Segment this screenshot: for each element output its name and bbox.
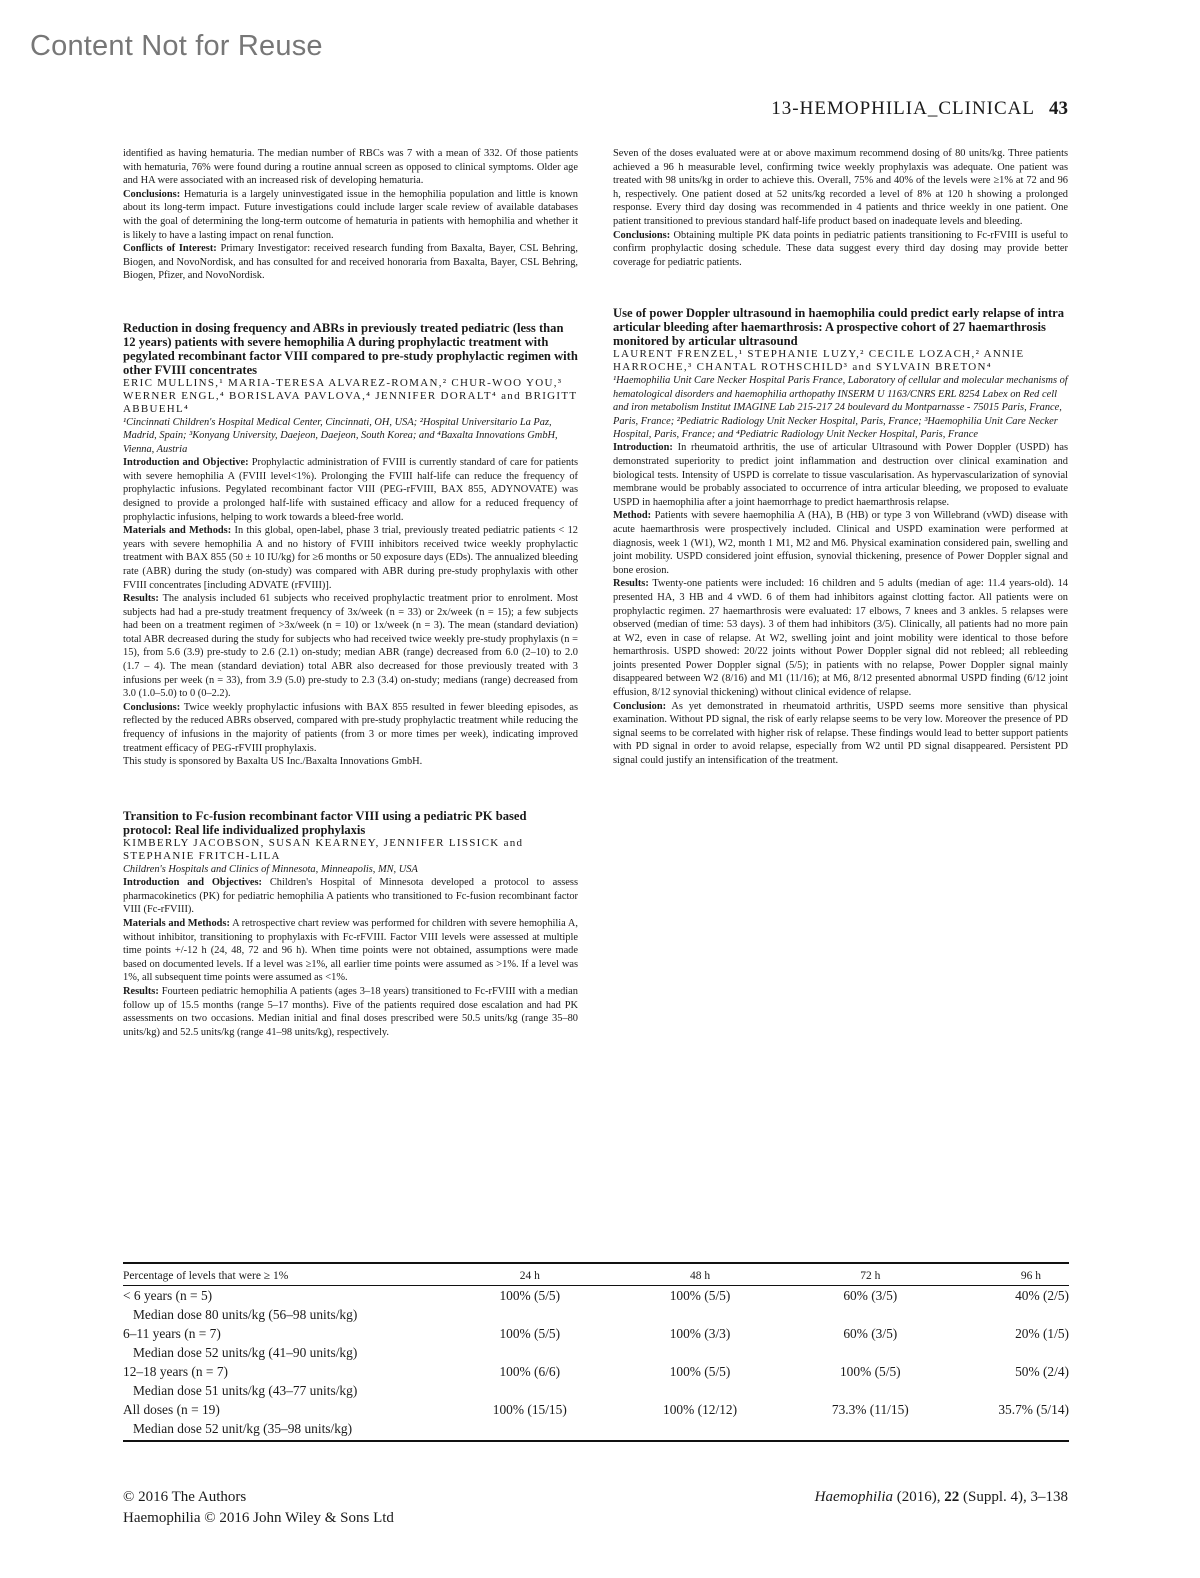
table-cell: 100% (12/12) <box>663 1402 738 1417</box>
table-cell-dose: Median dose 52 units/kg (41–90 units/kg) <box>133 1345 358 1360</box>
abstract-affiliations: Children's Hospitals and Clinics of Minnesota, Minneapolis, MN, USA <box>123 863 418 875</box>
abstract-title: Use of power Doppler ultrasound in haemophilia could predict early relapse of intra articular bleeding after haemarthrosis: A prospective cohort of 27 haemarthrosis monitored by articular ultrasound <box>613 306 1065 349</box>
section-text: Patients with severe haemophilia A (HA), B (HB) or type 3 von Willebrand (vWD) disease with acute haemarthrosis were prospectively included. Clinical and USPD examination were performed at diagnosis, week 1 (W1), W2, month 1 M1, M2 and M6. Physical examination considered pain, swelling and joint mobility. USPD considered joint effusion, synovial thickening, presence of Power Doppler signal and bone erosion. <box>613 510 1068 576</box>
conclusions-text: Obtaining multiple PK data points in pediatric patients transitioning to Fc-rFVIII is useful to confirm prophylactic dosing schedule. These data suggest every third day dosing may provide better coverage for pediatric patients. <box>613 229 1068 268</box>
table-cell: 100% (5/5) <box>499 1326 561 1341</box>
abstract-results <box>613 577 1068 699</box>
table-header-cell: 24 h <box>445 1263 615 1286</box>
table-header-cell: 96 h <box>955 1263 1069 1286</box>
table-cell-group: 12–18 years (n = 7) <box>123 1364 228 1379</box>
continuation-conclusions <box>123 188 578 242</box>
pk-levels-table <box>123 1262 1069 1442</box>
conclusions-text: Hematuria is a largely uninvestigated issue in the hemophilia population and little is known about its long-term impact. Future investigations could include larger scale review of available databases with the goal of determining the long-term outcome of hematuria in patients with hemophilia and whether it is likely to have a lasting impact on renal function. <box>123 188 578 241</box>
table-cell: 60% (3/5) <box>843 1288 898 1303</box>
conflicts-text: Primary Investigator: received research funding from Baxalta, Bayer, CSL Behring, Biogen, and NovoNordisk, and has consulted for and received honoraria from Baxalta, Bayer, CSL Behring, Biogen, Pfizer, and NovoNordisk. <box>123 243 578 282</box>
abstract-methods <box>123 917 578 985</box>
abstract-fc-rfviii <box>123 809 578 1040</box>
abstract-results <box>123 592 578 701</box>
section-text: Children's Hospital of Minnesota developed a protocol to assess pharmacokinetics (PK) for pediatric hemophilia A patients who transitioned to Fc-fusion recombinant factor VIII (Fc-rFVIII). <box>123 877 578 916</box>
left-column <box>123 147 578 1039</box>
abstract-conclusion <box>613 700 1068 768</box>
table-cell: 100% (5/5) <box>499 1288 561 1303</box>
table-header-cell: 48 h <box>615 1263 785 1286</box>
section-text: The analysis included 61 subjects who received prophylactic treatment prior to enrolment. Most subjects had had a pre-study treatment frequency of 3x/week (n = 33) or 2x/week (n = 15); a few subjects had been on a treatment regimen of >3x/week (n = 10) or 1x/week (n = 3). The mean (standard deviation) total ABR decreased during the study for subjects who had received twice weekly pre-study prophylaxis (n = 15), from 5.6 (3.9) pre-study to 2.6 (2.1) on-study; median ABR (range) decreased from 6.0 (2–10) to 2.0 (1.7 – 4). The mean (standard deviation) total ABR also decreased for those previously treated with 3 infusions per week (n = 33), from 3.9 (5.0) pre-study to 2.3 (3.4) on-study; medians (range) decreased from 3.0 (1.0–5.0) to 0 (0–2.2). <box>123 593 578 700</box>
section-label: Materials and Methods: <box>123 525 232 537</box>
section-text: Fourteen pediatric hemophilia A patients (ages 3–18 years) transitioned to Fc-rFVIII with a median follow up of 15.5 months (range 5–17 months). Five of the patients required dose escalation and had PK assessments on two occasions. Median initial and final doses prescribed were 50.5 units/kg (range 35–80 units/kg) and 52.5 units/kg (range 41–98 units/kg), respectively. <box>123 985 578 1038</box>
section-label: Results: <box>613 578 649 590</box>
copyright-line: © 2016 The Authors <box>123 1489 247 1505</box>
table-cell: 100% (5/5) <box>669 1364 731 1379</box>
section-text: In this global, open-label, phase 3 trial, previously treated pediatric patients < 12 years with severe hemophilia A and no history of FVIII inhibitors received twice weekly prophylactic treatment with BAX 855 (50 ± 10 IU/kg) for ≥6 months or 50 exposure days (EDs). The annualized bleeding rate (ABR) during the study (on-study) was compared with ABR during pre-study prophylaxis with other FVIII concentrates [including ADVATE (rFVIII)]. <box>123 525 578 591</box>
continuation-conclusions <box>613 229 1068 270</box>
abstract-sponsor: This study is sponsored by Baxalta US Inc./Baxalta Innovations GmbH. <box>123 756 423 768</box>
section-label: Introduction: <box>613 442 673 454</box>
journal-year: (2016), <box>896 1489 941 1505</box>
table-header-cell: Percentage of levels that were ≥ 1% <box>123 1263 445 1286</box>
running-head <box>771 98 1068 120</box>
section-label: Conclusions: <box>123 701 181 713</box>
journal-pages: (Suppl. 4), 3–138 <box>963 1489 1068 1505</box>
table-cell-group: < 6 years (n = 5) <box>123 1288 213 1303</box>
table-row <box>123 1362 1069 1381</box>
table-row <box>123 1324 1069 1343</box>
table-cell: 20% (1/5) <box>1015 1326 1069 1341</box>
abstract-conclusions <box>123 701 578 755</box>
abstract-methods <box>123 524 578 592</box>
watermark: Content Not for Reuse <box>30 30 323 62</box>
section-label: Conclusion: <box>613 700 667 712</box>
section-label: Introduction and Objective: <box>123 457 249 469</box>
table-header-cell: 72 h <box>785 1263 955 1286</box>
table-cell: 60% (3/5) <box>843 1326 898 1341</box>
table-cell-dose: Median dose 80 units/kg (56–98 units/kg) <box>133 1307 358 1322</box>
section-text: Prophylactic administration of FVIII is currently standard of care for patients with severe hemophilia A (FVIII level<1%). Prolonging the FVIII half-life can reduce the frequency of prophylactic infusions. Pegylated recombinant factor VIII (PEG-rFVIII, BAX 855, ADYNOVATE) was designed to provide a prolonged half-life with sustained efficacy and allow for a reduced frequency of prophylactic infusions, helping to work towards a bleed-free world. <box>123 457 578 523</box>
section-label: Results: <box>123 593 159 605</box>
table-row <box>123 1419 1069 1441</box>
table-cell: 100% (6/6) <box>499 1364 561 1379</box>
table-cell: 100% (3/3) <box>669 1326 731 1341</box>
abstract-intro <box>613 441 1068 509</box>
abstract-power-doppler <box>613 306 1068 767</box>
table-cell-dose: Median dose 51 units/kg (43–77 units/kg) <box>133 1383 358 1398</box>
table-row <box>123 1305 1069 1324</box>
abstract-affiliations: ¹Cincinnati Children's Hospital Medical Center, Cincinnati, OH, USA; ²Hospital Universitario La Paz, Madrid, Spain; ³Konyang University, Daejeon, Daejeon, South Korea; and ⁴Baxalta Innovations GmbH, Vienna, Austria <box>123 416 558 455</box>
table-row <box>123 1400 1069 1419</box>
table-cell-dose: Median dose 52 unit/kg (35–98 units/kg) <box>123 1419 1069 1441</box>
continuation-results: Seven of the doses evaluated were at or above maximum recommend dosing of 80 units/kg. Three patients achieved a 96 h measurable level, confirming twice weekly prophylaxis was adequate. One patient was treated with 98 units/kg in order to achieve this. Overall, 75% and 40% of the levels were ≥1% at 72 and 96 h, respectively. One patient dosed at 52 units/kg recorded a level of 8% at 120 h showing a prolonged response. Every third day dosing was recommended in 4 patients and thrice weekly in one patient. One patient transitioned to previous standard half-life product based on inadequate levels and bleeding. <box>613 148 1068 227</box>
abstract-authors: ERIC MULLINS,¹ MARIA-TERESA ALVAREZ-ROMAN,² CHUR-WOO YOU,³ WERNER ENGL,⁴ BORISLAVA PAVLOVA,⁴ JENNIFER DORALT⁴ and BRIGITT ABBUEHL⁴ <box>123 376 578 415</box>
section-label: Materials and Methods: <box>123 918 230 929</box>
right-column <box>613 147 1068 768</box>
conclusions-label: Conclusions: <box>613 229 671 241</box>
table-cell: 100% (15/15) <box>492 1402 567 1417</box>
section-text: Twice weekly prophylactic infusions with BAX 855 resulted in fewer bleeding episodes, as reflected by the reduced ABRs observed, compared with pre-study prophylactic treatment while reducing the frequency of infusions in the majority of patients (from 3 or more times per week), indicating improved treatment efficacy of PEG-rFVIII prophylaxis. <box>123 701 578 754</box>
abstract-title: Reduction in dosing frequency and ABRs in previously treated pediatric (less than 12 years) patients with severe hemophilia A during prophylactic treatment with pegylated recombinant factor VIII compared to pre-study prophylactic regimen with other FVIII concentrates <box>123 320 578 377</box>
conflicts-label: Conflicts of Interest: <box>123 243 217 255</box>
journal-volume: 22 <box>944 1489 960 1505</box>
abstract-method <box>613 509 1068 577</box>
table-cell: 40% (2/5) <box>1015 1288 1069 1303</box>
footer-citation <box>815 1487 1068 1508</box>
journal-name: Haemophilia <box>814 1489 893 1505</box>
section-label: 13-HEMOPHILIA_CLINICAL <box>771 98 1035 119</box>
abstract-intro <box>123 456 578 524</box>
footer-copyright <box>123 1487 394 1529</box>
conclusions-label: Conclusions: <box>123 188 181 200</box>
table-cell: 100% (5/5) <box>669 1288 731 1303</box>
copyright-line: Haemophilia © 2016 John Wiley & Sons Ltd <box>123 1510 394 1526</box>
table-row <box>123 1381 1069 1400</box>
abstract-title: Transition to Fc-fusion recombinant factor VIII using a pediatric PK based protocol: Real life individualized prophylaxis <box>123 808 527 837</box>
abstract-intro <box>123 876 578 917</box>
section-text: In rheumatoid arthritis, the use of articular Ultrasound with Power Doppler (USPD) has demonstrated superiority to predict joint inflammation and destruction over clinical examination and biological tests. Intensity of USPD is correlate to tissue vascularisation. As hypervascularization of synovial membrane would be probably associated to occurrence of intra articular bleeding, we proposed to evaluate USPD in haemophilia after a joint haemorrhage to predict haemarthrosis relapse. <box>613 442 1068 508</box>
table-cell: 73.3% (11/15) <box>831 1402 909 1417</box>
table-cell: 35.7% (5/14) <box>998 1402 1069 1417</box>
section-label: Results: <box>123 985 159 997</box>
table-row <box>123 1343 1069 1362</box>
section-text: A retrospective chart review was performed for children with severe hemophilia A, without inhibitor, transitioning to prophylaxis with Fc-rFVIII. Factor VIII levels were assessed at multiple time points +/-12 h (24, 48, 72 and 96 h). When time points were not obtained, assumptions were made based on documented levels. If a level was ≥1%, all earlier time points were assumed as >1%. If a level was 1%, all subsequent time points were assumed as <1%. <box>123 918 578 984</box>
abstract-authors: LAURENT FRENZEL,¹ STEPHANIE LUZY,² CECILE LOZACH,² ANNIE HARROCHE,³ CHANTAL ROTHSCHILD³ and SYLVAIN BRETON⁴ <box>613 348 1025 374</box>
abstract-authors: KIMBERLY JACOBSON, SUSAN KEARNEY, JENNIFER LISSICK and STEPHANIE FRITCH-LILA <box>123 836 524 862</box>
table-cell-group: 6–11 years (n = 7) <box>123 1326 221 1341</box>
abstract-affiliations: ¹Haemophilia Unit Care Necker Hospital Paris France, Laboratory of cellular and molecular mechanisms of hematological disorders and haemophilia arthopathy INSERM U 1163/CNRS ERL 8254 Labex on Red cell and iron metabolism Institut IMAGINE Lab 215-217 24 boulevard du Montparnasse - 75015 Paris, France, Paris, France; ²Pediatric Radiology Unit Necker Hospital, Paris, France; ³Haemophilia Unit Care Necker Hospital, Paris, France; and ⁴Pediatric Radiology Unit Necker Hospital, Paris, France <box>613 375 1068 440</box>
continuation-results: identified as having hematuria. The median number of RBCs was 7 with a mean of 332. Of those patients with hematuria, 76% were found during a routine annual screen as opposed to clinical symptoms. Older age and HA were associated with an increased risk of developing hematuria. <box>123 148 578 187</box>
section-label: Method: <box>613 510 652 522</box>
page-number: 43 <box>1049 98 1068 119</box>
abstract-bax855 <box>123 321 578 769</box>
table-row <box>123 1286 1069 1306</box>
section-text: As yet demonstrated in rheumatoid arthritis, USPD seems more sensitive than physical examination. Without PD signal, the risk of early relapse seems to be very low. Moreover the presence of PD signal seems to be correlated with higher risk of relapse. These findings would lead to better support patients with PD signal in order to avoid relapse, especially from W2 until PD signal disappeared. Persistent PD signal could justify an intensification of the treatment. <box>613 700 1068 767</box>
table-cell: 50% (2/4) <box>1015 1364 1069 1379</box>
table-header-row <box>123 1263 1069 1286</box>
table-cell: 100% (5/5) <box>839 1364 901 1379</box>
continuation-conflicts <box>123 242 578 283</box>
abstract-results <box>123 985 578 1039</box>
table-cell-group: All doses (n = 19) <box>123 1402 220 1417</box>
section-text: Twenty-one patients were included: 16 children and 5 adults (median of age: 11.4 years-old). 14 presented HA, 3 HB and 4 vWD. 6 of them had inhibitors against clotting factor. All patients were on prophylactic regimen. 27 haemarthrosis were evaluated: 17 elbows, 7 knees and 3 ankles. 5 relapses were observed (median of time: 53 days). 3 of them had inhibitors (3/5). Clinically, all patients had no more pain at W2, even in case of relapse. At W2, swelling joint and joint mobility were identical to those before hemarthrosis. USPD showed: 20/22 joints without Power Doppler signal did not rebleed; all rebleeding joints presented Power Doppler signal (5/5); in patients with no relapse, Power Doppler signal mainly disappeared between W2 (8/16) and M1 (11/16); at M6, 8/12 presented abnormal USPD finding (6/12 joint effusion, 8/12 synovial thickening) without clinical evidence of relapse. <box>613 578 1068 699</box>
section-label: Introduction and Objectives: <box>123 877 263 889</box>
